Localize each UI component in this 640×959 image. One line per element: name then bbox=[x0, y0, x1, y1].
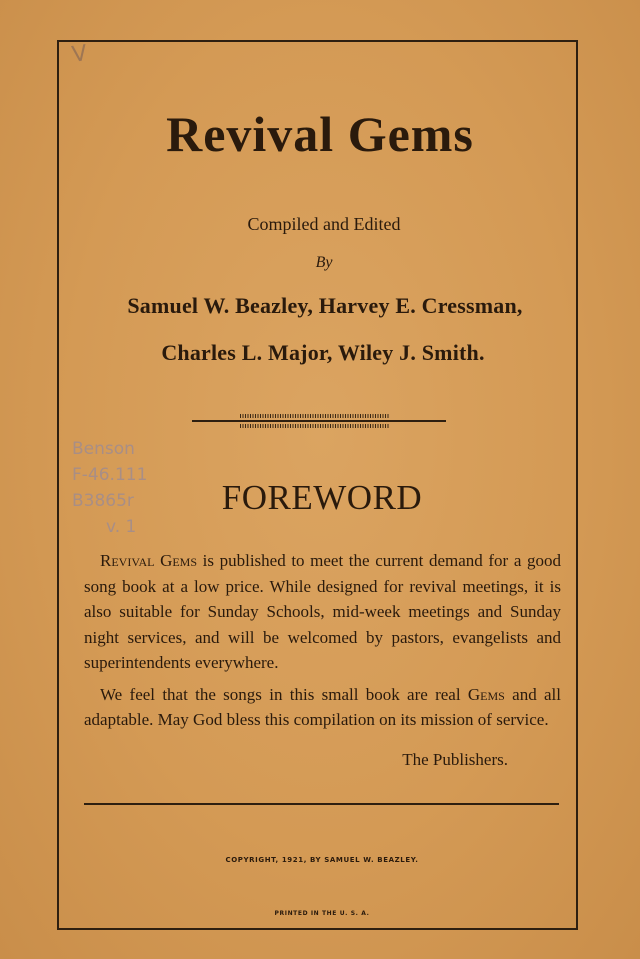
publishers-signature: The Publishers. bbox=[402, 750, 508, 769]
ornament-rule bbox=[192, 420, 446, 422]
foreword-heading: FOREWORD bbox=[221, 478, 423, 517]
book-name-smallcaps: Revival Gems bbox=[100, 551, 198, 570]
ornament-hatch-top bbox=[240, 414, 390, 418]
call-number-line-1: Benson bbox=[72, 439, 135, 459]
foreword-paragraph-2: We feel that the songs in this small book are real Gems and all adaptable. May God bless this compilation on its mission of service. bbox=[84, 684, 561, 729]
pencil-checkmark: V bbox=[70, 41, 89, 68]
compiled-line: Compiled and Edited bbox=[247, 214, 401, 234]
printed-in-notice: PRINTED IN THE U. S. A. bbox=[274, 910, 370, 917]
call-number-line-3: B3865r bbox=[72, 491, 134, 511]
authors-line-1: Samuel W. Beazley, Harvey E. Cressman, bbox=[127, 293, 523, 318]
ornament-hatch-bottom bbox=[240, 424, 390, 428]
book-title: Revival Gems bbox=[166, 106, 474, 162]
call-number-line-2: F-46.111 bbox=[72, 465, 148, 485]
authors-line-2: Charles L. Major, Wiley J. Smith. bbox=[161, 340, 485, 365]
foreword-paragraph-1: Revival Gems is published to meet the current demand for a good song book at a low price. While designed for revival meetings, it is also suitable for Sunday Schools, mid-week meetings and Sunday night services, and will be welcomed by pastors, evangelists and superintendents everywhere. bbox=[84, 551, 561, 672]
bottom-rule bbox=[84, 803, 559, 805]
call-number-line-4: v. 1 bbox=[106, 517, 137, 537]
by-line: By bbox=[315, 254, 333, 271]
foreword-body bbox=[84, 548, 561, 733]
copyright-notice: COPYRIGHT, 1921, BY SAMUEL W. BEAZLEY. bbox=[225, 856, 419, 864]
gems-smallcaps: Gems bbox=[467, 684, 505, 704]
